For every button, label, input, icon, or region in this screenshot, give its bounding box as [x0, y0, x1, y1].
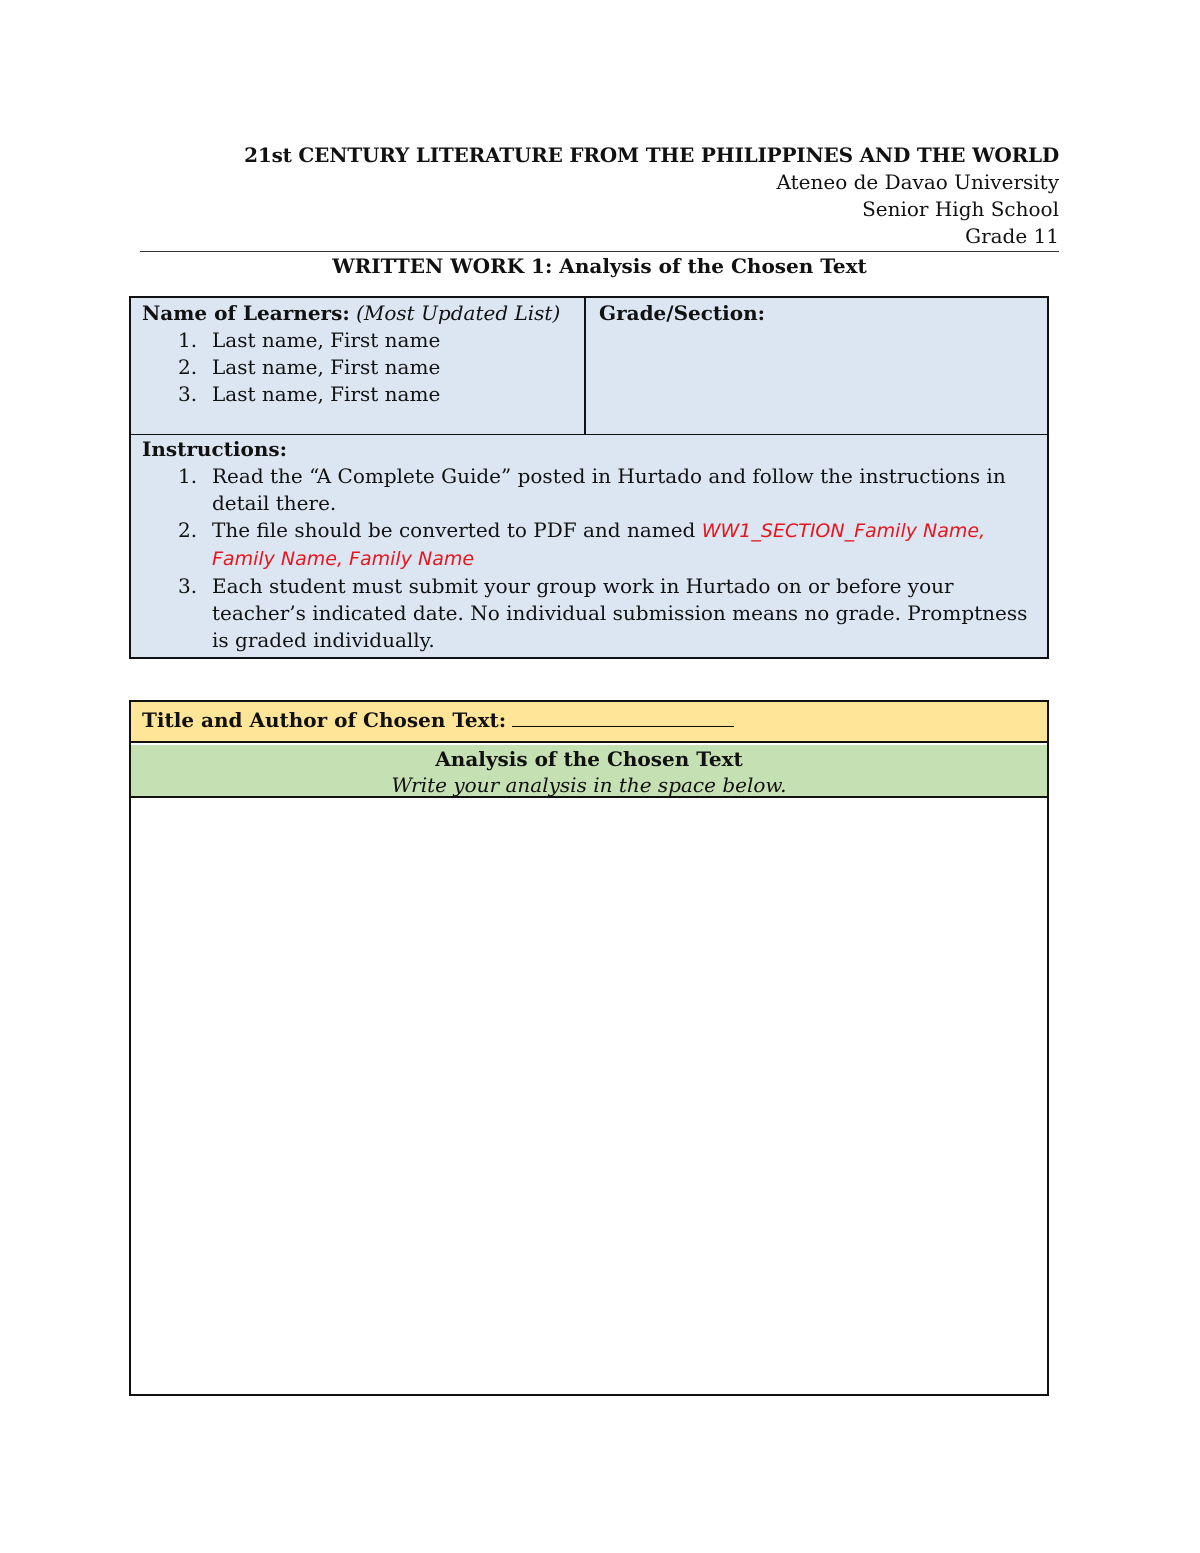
analysis-heading: Analysis of the Chosen Text — [435, 747, 743, 771]
learners-note: (Most Updated List) — [356, 301, 561, 325]
school-unit: Senior High School — [862, 197, 1059, 221]
instructions-cell — [131, 436, 1047, 654]
analysis-subheading: Write your analysis in the space below. — [391, 773, 787, 797]
analysis-header — [131, 745, 1047, 798]
document-header — [140, 142, 1059, 250]
learners-label: Name of Learners: — [142, 301, 350, 325]
learners-list — [142, 327, 584, 408]
written-work-title: WRITTEN WORK 1: Analysis of the Chosen Text — [332, 254, 867, 278]
chosen-text-row — [131, 702, 1047, 743]
instruction-item: 2. The file should be converted to PDF and named WW1_SECTION_Family Name, Family Name, Family Name — [178, 518, 986, 570]
info-table — [129, 296, 1049, 659]
course-title: 21st CENTURY LITERATURE FROM THE PHILIPPINES AND THE WORLD — [244, 143, 1059, 167]
learners-cell[interactable] — [131, 298, 586, 434]
learner-item: 1. Last name, First name — [178, 328, 441, 352]
chosen-text-blank[interactable] — [512, 704, 734, 727]
learner-item: 2. Last name, First name — [178, 355, 441, 379]
school-name: Ateneo de Davao University — [776, 170, 1059, 194]
grade-section-label: Grade/Section: — [599, 301, 766, 325]
grade-section-cell[interactable] — [588, 298, 1047, 434]
chosen-text-label: Title and Author of Chosen Text: — [142, 708, 507, 732]
info-row-learners — [131, 298, 1047, 435]
instruction-item: 1. Read the “A Complete Guide” posted in Hurtado and follow the instructions in detail there. — [178, 464, 1006, 515]
header-divider — [140, 251, 1059, 252]
instruction-item: 3. Each student must submit your group work in Hurtado on or before your teacher’s indicated date. No individual submission means no grade. Promptness is graded individually. — [178, 574, 1028, 652]
analysis-table — [129, 700, 1049, 1396]
learner-item: 3. Last name, First name — [178, 382, 441, 406]
instructions-list — [142, 463, 1036, 654]
filename-format: WW1_SECTION_Family Name, Family Name, Family Name — [212, 520, 986, 570]
instructions-label: Instructions: — [142, 437, 288, 461]
grade-level: Grade 11 — [965, 224, 1059, 248]
analysis-writing-area[interactable] — [131, 800, 1047, 1394]
